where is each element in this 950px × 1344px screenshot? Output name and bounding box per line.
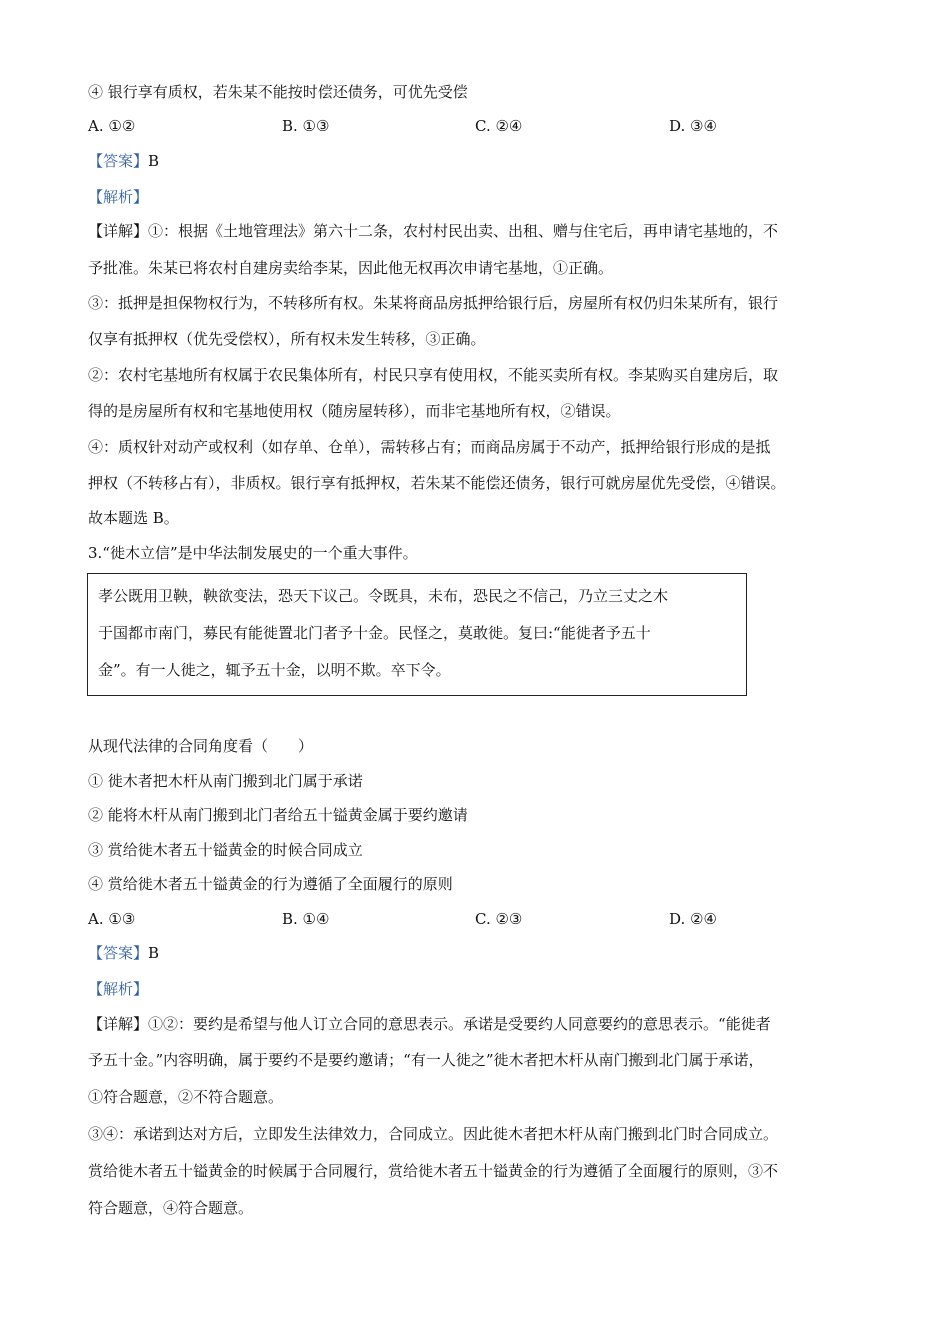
q3-option-2: ② 能将木杆从南门搬到北门者给五十镒黄金属于要约邀请 — [88, 806, 468, 824]
q2-analysis-tag: 【解析】 — [88, 188, 149, 206]
q3-quote-line-3: 金”。有一人徙之，辄予五十金，以明不欺。卒下令。 — [98, 661, 451, 679]
q3-detail-line-5: 赏给徙木者五十镒黄金的时候属于合同履行，赏给徙木者五十镒黄金的行为遵循了全面履行的原则，③不 — [88, 1162, 779, 1180]
q2-choice-d: D. ③④ — [669, 117, 717, 135]
answer-value: B — [148, 944, 160, 962]
q2-choice-b: B. ①③ — [282, 117, 330, 135]
q3-quote-line-2: 于国都市南门，募民有能徙置北门者予十金。民怪之，莫敢徙。复曰:“能徙者予五十 — [98, 624, 651, 642]
q2-detail-line-2: 予批准。朱某已将农村自建房卖给李某，因此他无权再次申请宅基地，①正确。 — [88, 259, 614, 277]
q3-quote-line-1: 孝公既用卫鞅，鞅欲变法，恐天下议己。令既具，未布，恐民之不信己，乃立三丈之木 — [98, 587, 669, 605]
q2-detail-line-6: 得的是房屋所有权和宅基地使用权（随房屋转移），而非宅基地所有权，②错误。 — [88, 402, 621, 420]
q3-quote-box — [87, 573, 747, 696]
q3-choice-a: A. ①③ — [88, 910, 136, 928]
q2-choices — [88, 116, 888, 136]
q3-detail-line-4: ③④：承诺到达对方后，立即发生法律效力，合同成立。因此徙木者把木杆从南门搬到北门时合同成立。 — [88, 1125, 779, 1143]
q3-detail-line-1: 【详解】①②：要约是希望与他人订立合同的意思表示。承诺是受要约人同意要约的意思表示。“能徙者 — [88, 1015, 771, 1033]
q2-conclusion: 故本题选 B。 — [88, 509, 179, 527]
detail-tag: 【详解】 — [88, 222, 149, 240]
q3-choice-d: D. ②④ — [669, 910, 717, 928]
q2-detail-line-1: 【详解】①：根据《土地管理法》第六十二条，农村村民出卖、出租、赠与住宅后，再申请宅基地的，不 — [88, 222, 779, 240]
q2-option-4: ④ 银行享有质权，若朱某不能按时偿还债务，可优先受偿 — [88, 83, 468, 101]
q2-detail-line-7: ④：质权针对动产或权利（如存单、仓单），需转移占有；而商品房属于不动产，抵押给银行形成的是抵 — [88, 438, 771, 456]
q3-answer — [88, 943, 159, 963]
q2-choice-c: C. ②④ — [475, 117, 523, 135]
q2-detail-line-4: 仅享有抵押权（优先受偿权），所有权未发生转移，③正确。 — [88, 330, 486, 348]
q3-choice-c: C. ②③ — [475, 910, 523, 928]
q3-detail-line-2: 予五十金。”内容明确，属于要约不是要约邀请；“有一人徙之”徙木者把木杆从南门搬到北门属于承诺， — [88, 1051, 764, 1069]
q2-detail-line-3: ③：抵押是担保物权行为，不转移所有权。朱某将商品房抵押给银行后，房屋所有权仍归朱某所有，银行 — [88, 294, 779, 312]
answer-tag: 【答案】 — [88, 944, 149, 962]
q3-choices — [88, 909, 888, 929]
q2-detail-line-8: 押权（不转移占有），非质权。银行享有抵押权，若朱某不能偿还债务，银行可就房屋优先受偿，④错误。 — [88, 474, 786, 492]
q3-detail-line-3: ①符合题意，②不符合题意。 — [88, 1088, 284, 1106]
q2-detail-line-5: ②：农村宅基地所有权属于农民集体所有，村民只享有使用权，不能买卖所有权。李某购买自建房后，取 — [88, 366, 779, 384]
q3-choice-b: B. ①④ — [282, 910, 330, 928]
q3-analysis-tag: 【解析】 — [88, 980, 149, 998]
q3-detail-line-6: 符合题意，④符合题意。 — [88, 1199, 254, 1217]
q2-answer — [88, 151, 159, 171]
answer-tag: 【答案】 — [88, 152, 149, 170]
q3-option-1: ① 徙木者把木杆从南门搬到北门属于承诺 — [88, 772, 363, 790]
answer-value: B — [148, 152, 160, 170]
q3-option-3: ③ 赏给徙木者五十镒黄金的时候合同成立 — [88, 841, 363, 859]
detail-tag: 【详解】 — [88, 1015, 149, 1033]
q2-choice-a: A. ①② — [88, 117, 136, 135]
q3-stem: 3.“徙木立信”是中华法制发展史的一个重大事件。 — [88, 544, 418, 562]
q3-question: 从现代法律的合同角度看（ ） — [88, 737, 314, 755]
q3-option-4: ④ 赏给徙木者五十镒黄金的行为遵循了全面履行的原则 — [88, 875, 453, 893]
